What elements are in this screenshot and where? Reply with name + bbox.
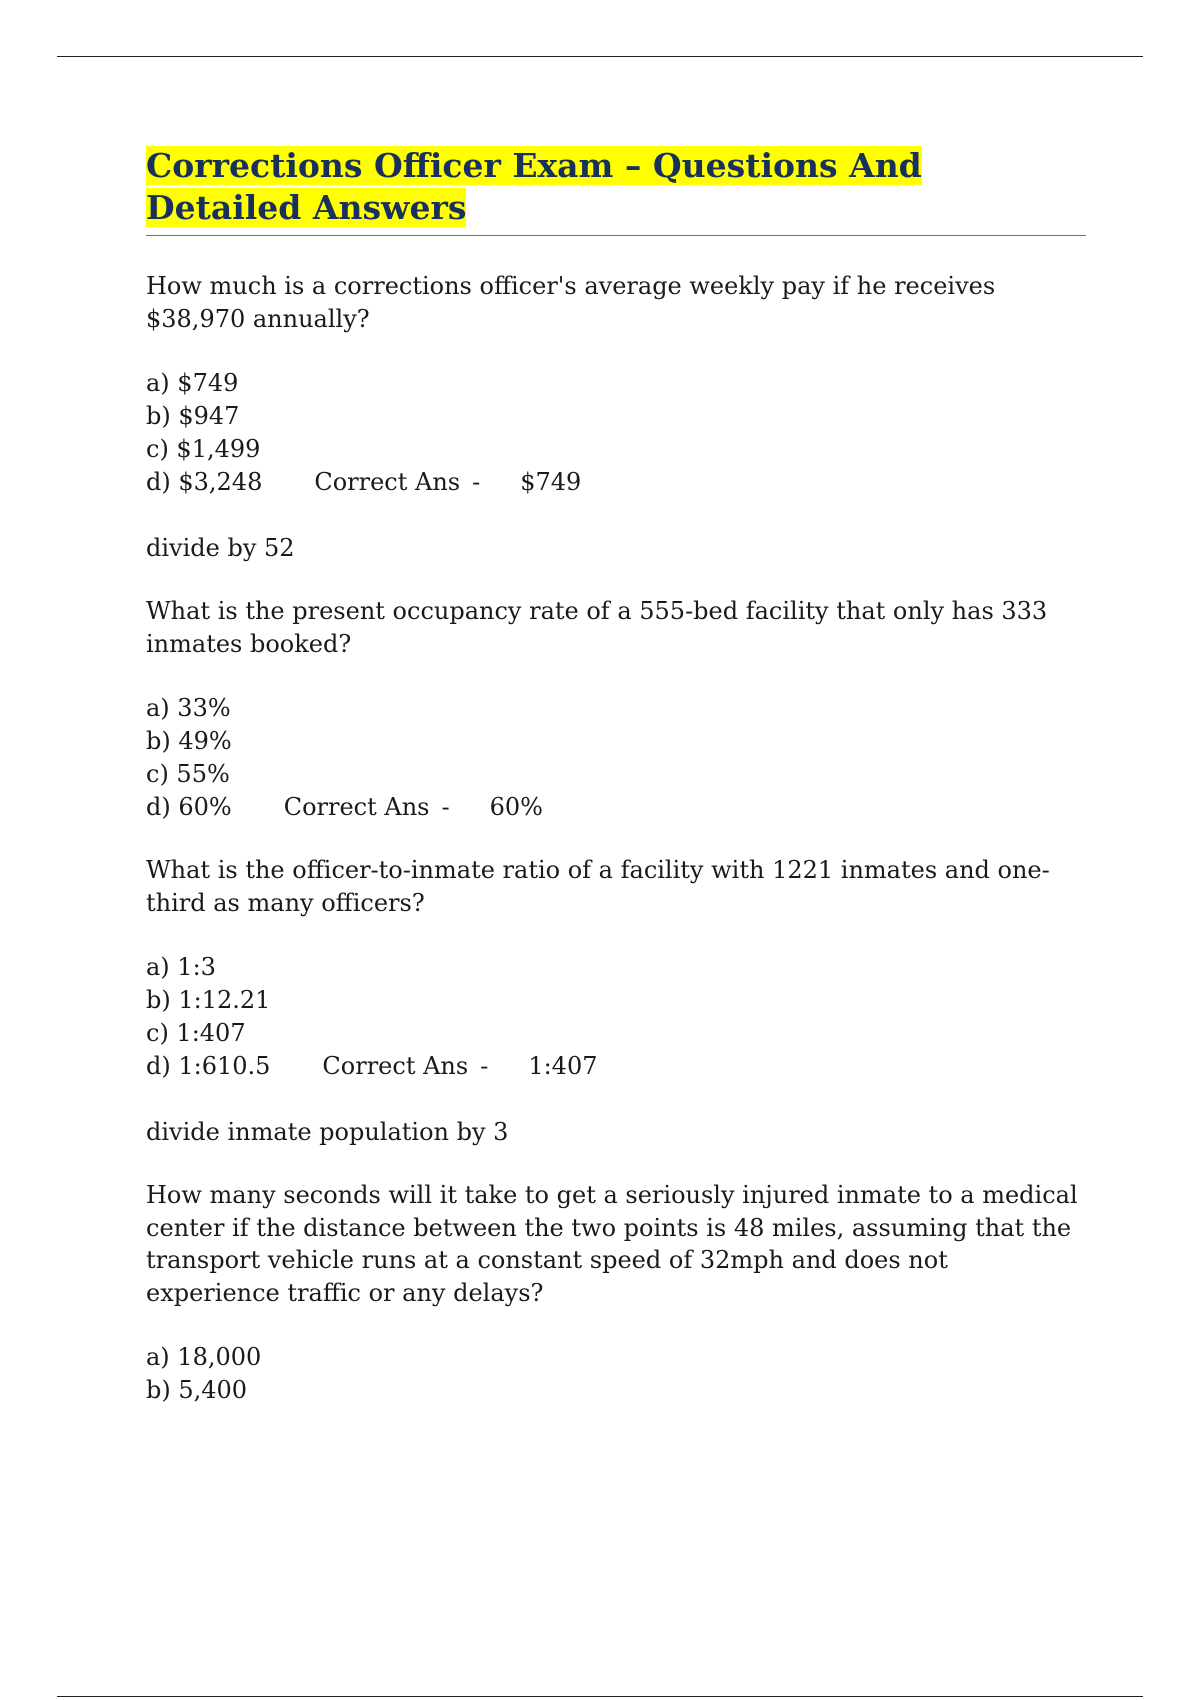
question-text: What is the present occupancy rate of a 555-bed facility that only has 333 inmates booked? [146,597,1048,658]
document-body [146,145,1086,1407]
correct-answer-value: $749 [520,468,582,496]
options-list [146,1341,1086,1407]
header-rule [57,56,1143,57]
option-c: c) $1,499 [146,435,261,463]
option-a: a) 33% [146,694,231,722]
title-block [146,145,1086,236]
options-list [146,951,1086,1083]
question-text: How much is a corrections officer's average weekly pay if he receives $38,970 annually? [146,272,996,333]
option-a: a) 1:3 [146,953,216,981]
option-d: d) $3,248 [146,468,263,496]
correct-answer-dash: - [472,468,481,496]
question-1 [146,270,1086,565]
option-a: a) $749 [146,369,239,397]
question-3 [146,854,1086,1149]
page-title-text: Corrections Officer Exam – Questions And Detailed Answers [146,146,922,227]
question-text: What is the officer-to-inmate ratio of a facility with 1221 inmates and one-third as many officers? [146,856,1050,917]
option-b: b) 1:12.21 [146,986,271,1014]
correct-answer-dash: - [480,1052,489,1080]
question-text: How many seconds will it take to get a seriously injured inmate to a medical center if the distance between the two points is 48 miles, assuming that the transport vehicle runs at a constant speed of 32mph and does not experience traffic or any delays? [146,1181,1078,1307]
answer-note: divide inmate population by 3 [146,1118,509,1146]
option-b: b) 5,400 [146,1376,248,1404]
option-d-row [146,791,1086,824]
page-title [146,145,1086,229]
option-b: b) 49% [146,727,232,755]
option-c: c) 55% [146,760,230,788]
question-4 [146,1179,1086,1407]
option-a: a) 18,000 [146,1343,262,1371]
correct-answer-dash: - [441,793,450,821]
question-2 [146,595,1086,824]
correct-answer-label: Correct Ans [314,468,461,496]
option-d: d) 60% [146,793,232,821]
correct-answer-label: Correct Ans [322,1052,469,1080]
answer-note: divide by 52 [146,534,295,562]
option-d-row [146,466,1086,499]
option-c: c) 1:407 [146,1019,246,1047]
option-b: b) $947 [146,402,240,430]
correct-answer-value: 60% [489,793,543,821]
option-d-row [146,1050,1086,1083]
footer-rule [57,1696,1143,1697]
options-list [146,367,1086,499]
correct-answer-label: Correct Ans [283,793,430,821]
correct-answer-value: 1:407 [528,1052,598,1080]
option-d: d) 1:610.5 [146,1052,271,1080]
options-list [146,692,1086,824]
